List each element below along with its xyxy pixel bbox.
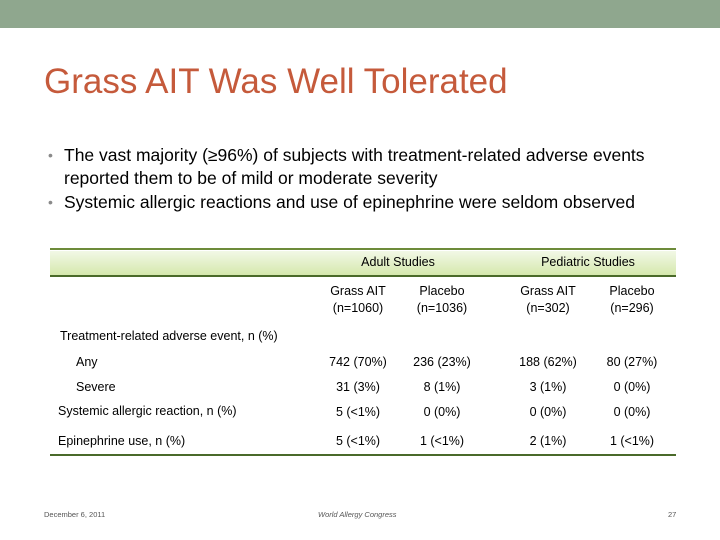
- table-cell: 31 (3%): [336, 380, 380, 394]
- row-label-any: Any: [76, 355, 98, 369]
- group-header-adult: Adult Studies: [361, 255, 435, 269]
- bullet-item: [48, 144, 688, 190]
- column-header-pediatric-placebo: Placebo (n=296): [609, 284, 655, 315]
- footer-date: December 6, 2011: [44, 510, 106, 519]
- table-cell: 3 (1%): [529, 380, 567, 394]
- column-header-adult-grass-ait: Grass AIT (n=1060): [330, 284, 386, 315]
- row-label-severe: Severe: [76, 380, 116, 394]
- group-header-pediatric: Pediatric Studies: [541, 255, 635, 269]
- table-cell: 8 (1%): [423, 380, 461, 394]
- table-cell: 1 (<1%): [609, 434, 655, 448]
- bullet-dot-icon: •: [48, 147, 53, 163]
- table-cell: 0 (0%): [613, 380, 651, 394]
- footer-page-number: 27: [668, 510, 677, 519]
- table-cell: 0 (0%): [613, 405, 651, 419]
- bullet-item: [48, 191, 688, 214]
- bullet-dot-icon: •: [48, 194, 53, 210]
- table-cell: 5 (<1%): [335, 405, 381, 419]
- row-label-systemic-reaction: Systemic allergic reaction, n (%): [58, 404, 237, 418]
- table-cell: 0 (0%): [423, 405, 461, 419]
- adverse-events-table: [50, 248, 676, 456]
- bullet-text: The vast majority (≥96%) of subjects with treatment-related adverse events reported them to be of mild or moderate severity: [64, 145, 645, 188]
- footer-event: World Allergy Congress: [318, 510, 397, 519]
- column-header-adult-placebo: Placebo (n=1036): [416, 284, 468, 315]
- bullet-text: Systemic allergic reactions and use of epinephrine were seldom observed: [64, 192, 635, 212]
- table-cell: 80 (27%): [606, 355, 658, 369]
- table-bottom-rule: [50, 454, 676, 456]
- table-cell: 742 (70%): [329, 355, 387, 369]
- top-accent-bar: [0, 0, 720, 28]
- table-cell: 188 (62%): [519, 355, 577, 369]
- section-label: Treatment-related adverse event, n (%): [60, 329, 278, 343]
- table-cell: 0 (0%): [529, 405, 567, 419]
- column-header-pediatric-grass-ait: Grass AIT (n=302): [520, 284, 576, 315]
- bullet-list: [48, 144, 688, 215]
- slide-title: Grass AIT Was Well Tolerated: [44, 62, 508, 101]
- table-cell: 2 (1%): [529, 434, 567, 448]
- group-underline-pediatric: [503, 275, 676, 277]
- table-cell: 5 (<1%): [335, 434, 381, 448]
- row-label-epinephrine-use: Epinephrine use, n (%): [58, 434, 186, 448]
- group-underline-adult: [317, 275, 483, 277]
- table-cell: 1 (<1%): [419, 434, 465, 448]
- table-cell: 236 (23%): [413, 355, 471, 369]
